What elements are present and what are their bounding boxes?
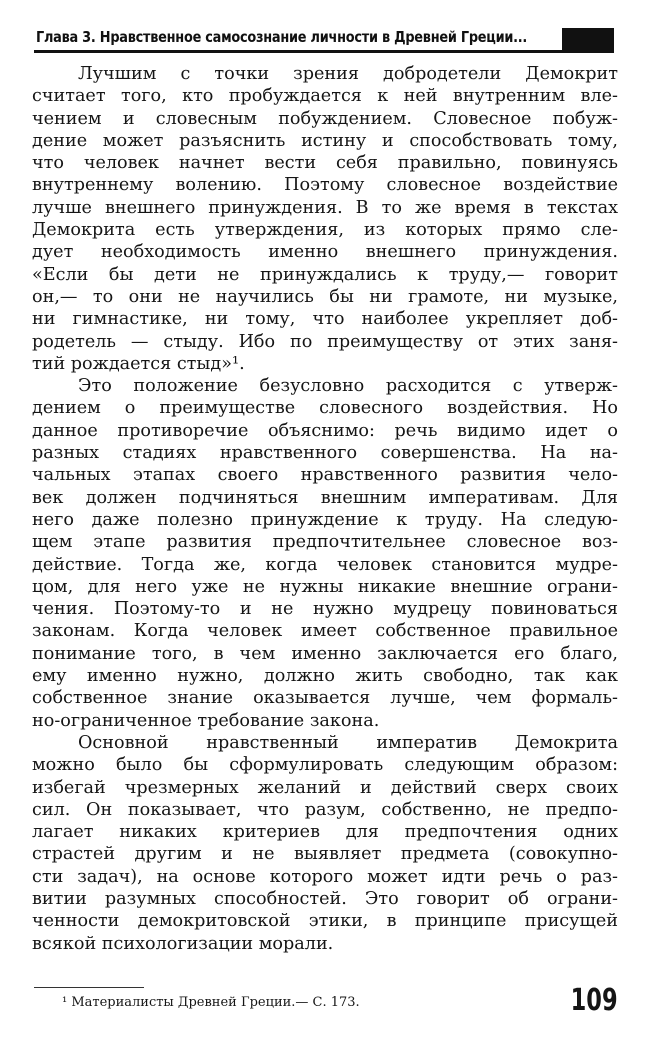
text-line: что человек начнет вести себя правильно, повинуясь bbox=[32, 153, 618, 174]
running-header-title: Глава 3. Нравственное самосознание личности в Древней Греции... bbox=[36, 28, 528, 46]
text-line: чения. Поэтому-то и не нужно мудрецу повиноваться bbox=[32, 599, 618, 620]
text-line: избегай чрезмерных желаний и действий сверх своих bbox=[32, 777, 618, 798]
text-line: Это положение безусловно расходится с утверж- bbox=[78, 376, 618, 397]
text-line: Основной нравственный императив Демокрита bbox=[78, 732, 618, 753]
text-line: считает того, кто пробуждается к ней внутренним вле- bbox=[32, 86, 618, 107]
text-line: ни гимнастике, ни тому, что наиболее укрепляет доб- bbox=[32, 309, 618, 330]
text-line: него даже полезно принуждение к труду. На следую- bbox=[32, 509, 618, 530]
text-line: сти задач), на основе которого может идти речь о раз- bbox=[32, 866, 618, 887]
text-line: собственное знание оказывается лучше, чем формаль- bbox=[32, 688, 618, 709]
text-line: он,— то они не научились бы ни грамоте, ни музыке, bbox=[32, 286, 618, 307]
text-line: тий рождается стыд»¹. bbox=[32, 353, 245, 374]
text-line: действие. Тогда же, когда человек становится мудре- bbox=[32, 554, 618, 575]
text-line: век должен подчиняться внешним императивам. Для bbox=[32, 487, 618, 508]
text-line: Демокрита есть утверждения, из которых прямо сле- bbox=[32, 220, 618, 241]
text-line: но-ограниченное требование закона. bbox=[32, 710, 380, 731]
text-line: дение может разъяснить истину и способствовать тому, bbox=[32, 130, 618, 151]
header-black-bar bbox=[562, 28, 614, 50]
text-line: витии разумных способностей. Это говорит об ограни- bbox=[32, 888, 618, 909]
text-line: цом, для него уже не нужны никакие внешние ограни- bbox=[32, 576, 618, 597]
text-line: чением и словесным побуждением. Словесное побуж- bbox=[32, 108, 618, 129]
main-text bbox=[32, 63, 618, 955]
text-line: ченности демокритовской этики, в принципе присущей bbox=[32, 911, 618, 932]
text-line: родетель — стыду. Ибо по преимуществу от этих заня- bbox=[32, 331, 618, 352]
text-line: лучше внешнего принуждения. В то же время в текстах bbox=[32, 197, 618, 218]
text-line: сил. Он показывает, что разум, собственно, не предпо- bbox=[32, 799, 618, 820]
text-line: разных стадиях нравственного совершенства. На на- bbox=[32, 443, 618, 464]
page-number: 109 bbox=[571, 983, 618, 1018]
running-header bbox=[34, 28, 614, 53]
text-line: страстей другим и не выявляет предмета (совокупно- bbox=[32, 844, 618, 865]
text-line: лагает никаких критериев для предпочтения одних bbox=[32, 822, 618, 843]
text-line: щем этапе развития предпочтительнее словесное воз- bbox=[32, 532, 618, 553]
text-line: можно было бы сформулировать следующим образом: bbox=[32, 755, 618, 776]
text-line: законам. Когда человек имеет собственное правильное bbox=[32, 621, 618, 642]
text-line: Лучшим с точки зрения добродетели Демокрит bbox=[78, 64, 618, 84]
text-line: «Если бы дети не принуждались к труду,— говорит bbox=[32, 264, 618, 285]
text-line: внутреннему волению. Поэтому словесное воздействие bbox=[32, 175, 618, 196]
text-line: понимание того, в чем именно заключается его благо, bbox=[32, 643, 618, 664]
footnote: ¹ Материалисты Древней Греции.— С. 173. bbox=[62, 995, 360, 1010]
footnote-divider bbox=[34, 987, 144, 988]
text-line: ему именно нужно, должно жить свободно, так как bbox=[32, 666, 618, 687]
text-line: чальных этапах своего нравственного развития чело- bbox=[32, 465, 618, 486]
text-line: дует необходимость именно внешнего принуждения. bbox=[32, 242, 618, 263]
text-line: дением о преимуществе словесного воздействия. Но bbox=[32, 398, 618, 419]
text-line: всякой психологизации морали. bbox=[32, 933, 334, 954]
text-line: данное противоречие объяснимо: речь видимо идет о bbox=[32, 420, 618, 441]
